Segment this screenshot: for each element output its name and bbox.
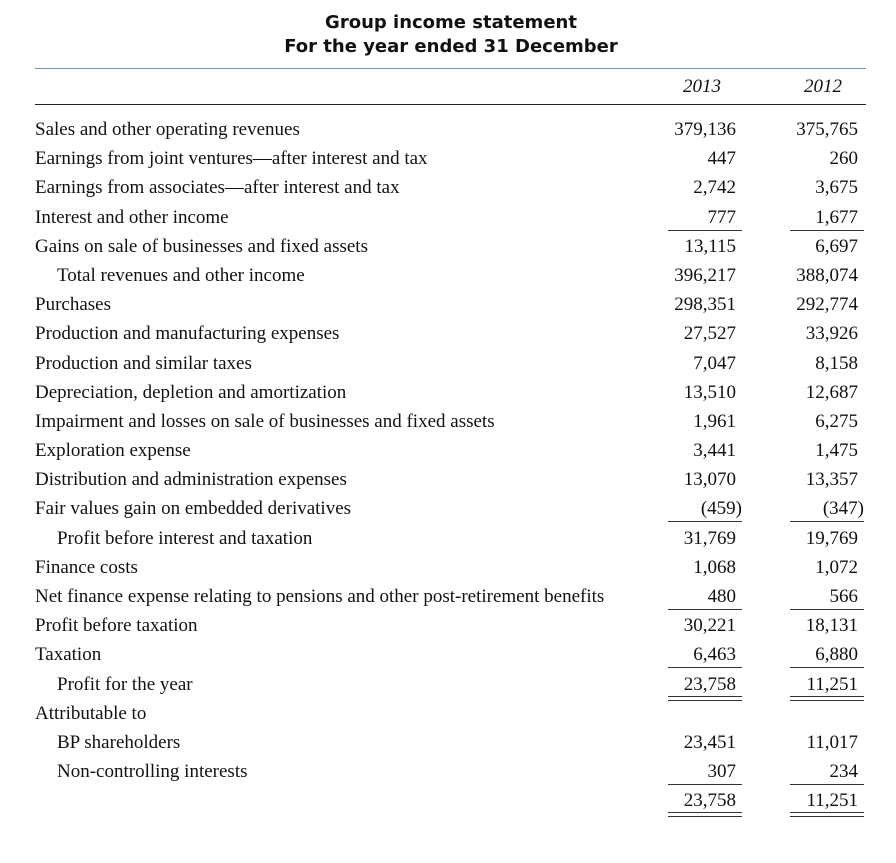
statement-row <box>0 757 896 786</box>
value-2013: 379,136 <box>674 119 736 140</box>
statement-row <box>0 524 896 553</box>
value-2013: (459) <box>700 498 742 520</box>
statement-row <box>0 699 896 728</box>
statement-row <box>0 115 896 144</box>
column-header-2013: 2013 <box>683 76 721 97</box>
single-underline-2013 <box>668 784 742 785</box>
row-label: Interest and other income <box>35 206 229 228</box>
statement-row <box>0 173 896 202</box>
statement-row <box>0 436 896 465</box>
row-label: Depreciation, depletion and amortization <box>35 381 347 403</box>
row-label: Exploration expense <box>35 440 191 462</box>
value-2013: 480 <box>707 586 736 607</box>
statement-row <box>0 582 896 611</box>
value-2013: 23,451 <box>683 731 736 753</box>
statement-row <box>0 553 896 582</box>
column-header-2012: 2012 <box>804 76 842 97</box>
row-label: Gains on sale of businesses and fixed assets <box>35 235 368 257</box>
row-label: Finance costs <box>35 556 138 578</box>
statement-rows <box>0 115 896 816</box>
statement-row <box>0 786 896 815</box>
row-label: Non-controlling interests <box>57 761 248 783</box>
statement-title: Group income statement <box>325 12 577 33</box>
statement-row <box>0 144 896 173</box>
value-2012: 292,774 <box>796 294 858 316</box>
row-label: Attributable to <box>35 702 147 724</box>
value-2012: 8,158 <box>815 352 858 374</box>
value-2012: 19,769 <box>805 527 858 549</box>
value-2012: (347) <box>822 498 864 520</box>
row-label: Net finance expense relating to pensions and other post-retirement benefits <box>35 586 605 607</box>
double-underline-2012 <box>790 812 864 817</box>
single-underline-2012 <box>790 667 864 668</box>
statement-row <box>0 290 896 319</box>
row-label: Profit before interest and taxation <box>57 527 313 549</box>
value-2012: 18,131 <box>805 615 858 637</box>
double-underline-2013 <box>668 812 742 817</box>
single-underline-2012 <box>790 230 864 231</box>
single-underline-2012 <box>790 609 864 610</box>
value-2012: 11,251 <box>806 673 858 695</box>
row-label: Earnings from associates—after interest and tax <box>35 177 400 199</box>
row-label: Earnings from joint ventures—after interest and tax <box>35 148 428 170</box>
value-2012: 13,357 <box>805 469 858 491</box>
value-2013: 777 <box>707 206 736 228</box>
statement-row <box>0 203 896 232</box>
statement-row <box>0 611 896 640</box>
column-header-rule <box>35 104 866 105</box>
row-label: Sales and other operating revenues <box>35 119 300 140</box>
value-2012: 388,074 <box>796 264 858 286</box>
value-2013: 23,758 <box>683 673 736 695</box>
value-2012: 1,475 <box>815 440 858 462</box>
single-underline-2013 <box>668 609 742 610</box>
value-2012: 260 <box>829 148 858 170</box>
value-2013: 27,527 <box>683 323 736 345</box>
value-2013: 1,068 <box>693 556 736 578</box>
value-2013: 31,769 <box>683 527 736 549</box>
value-2012: 566 <box>829 586 858 607</box>
value-2013: 307 <box>707 761 736 783</box>
row-label: Profit for the year <box>57 673 193 695</box>
row-label: Profit before taxation <box>35 615 198 637</box>
value-2012: 12,687 <box>805 381 858 403</box>
value-2012: 6,880 <box>815 644 858 666</box>
statement-row <box>0 261 896 290</box>
row-label: Production and manufacturing expenses <box>35 323 340 345</box>
value-2013: 298,351 <box>674 294 736 316</box>
statement-row <box>0 728 896 757</box>
value-2012: 11,017 <box>806 731 858 753</box>
value-2013: 1,961 <box>693 410 736 432</box>
single-underline-2013 <box>668 667 742 668</box>
statement-row <box>0 407 896 436</box>
row-label: Distribution and administration expenses <box>35 469 347 491</box>
value-2012: 375,765 <box>796 119 858 140</box>
statement-row <box>0 494 896 523</box>
statement-row <box>0 378 896 407</box>
single-underline-2013 <box>668 521 742 522</box>
header-rule <box>35 68 866 69</box>
value-2013: 7,047 <box>693 352 736 374</box>
statement-row <box>0 465 896 494</box>
statement-row <box>0 349 896 378</box>
statement-row <box>0 319 896 348</box>
value-2013: 2,742 <box>693 177 736 199</box>
value-2012: 6,275 <box>815 410 858 432</box>
value-2012: 33,926 <box>805 323 858 345</box>
value-2013: 3,441 <box>693 440 736 462</box>
single-underline-2012 <box>790 521 864 522</box>
value-2012: 6,697 <box>815 235 858 257</box>
value-2012: 234 <box>829 761 858 783</box>
row-label: Impairment and losses on sale of businesses and fixed assets <box>35 410 495 432</box>
value-2012: 3,675 <box>815 177 858 199</box>
statement-row <box>0 640 896 669</box>
value-2012: 1,677 <box>815 206 858 228</box>
statement-row <box>0 670 896 699</box>
statement-subtitle: For the year ended 31 December <box>284 36 618 57</box>
row-label: Purchases <box>35 294 111 316</box>
single-underline-2012 <box>790 784 864 785</box>
statement-row <box>0 232 896 261</box>
row-label: BP shareholders <box>57 731 181 753</box>
value-2012: 11,251 <box>806 790 858 812</box>
row-label: Fair values gain on embedded derivatives <box>35 498 352 520</box>
value-2013: 447 <box>707 148 736 170</box>
row-label: Total revenues and other income <box>57 264 305 286</box>
row-label: Taxation <box>35 644 102 666</box>
value-2012: 1,072 <box>815 556 858 578</box>
value-2013: 13,510 <box>683 381 736 403</box>
row-label: Production and similar taxes <box>35 352 252 374</box>
value-2013: 13,115 <box>684 235 736 257</box>
value-2013: 6,463 <box>693 644 736 666</box>
value-2013: 30,221 <box>683 615 736 637</box>
value-2013: 396,217 <box>674 264 736 286</box>
value-2013: 13,070 <box>683 469 736 491</box>
single-underline-2013 <box>668 230 742 231</box>
value-2013: 23,758 <box>683 790 736 812</box>
